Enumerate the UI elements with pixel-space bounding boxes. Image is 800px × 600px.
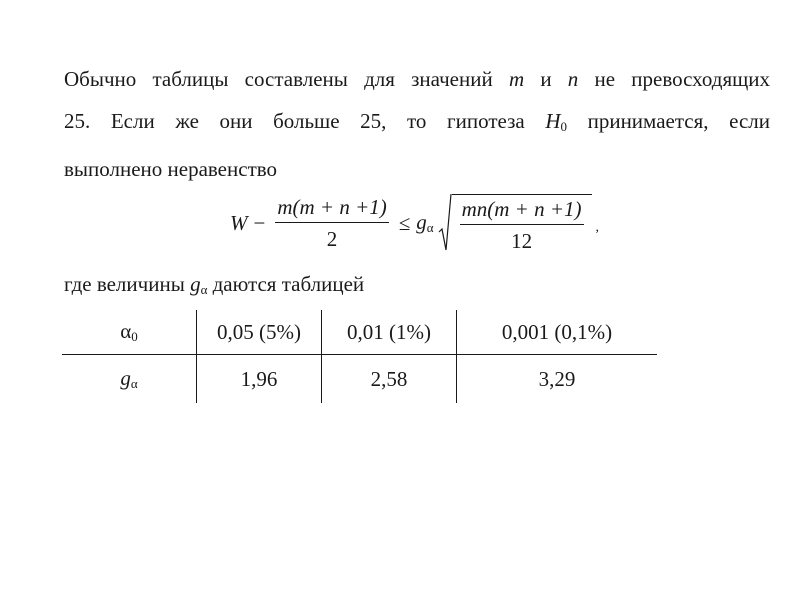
g-sub-inline: α xyxy=(200,282,208,297)
intro-text-end: не превосходящих xyxy=(594,67,771,91)
row-label-cell xyxy=(62,355,197,404)
square-root xyxy=(438,192,592,254)
value-cell: 2,58 xyxy=(322,355,457,404)
intro-paragraph xyxy=(64,58,770,190)
radicand xyxy=(452,194,592,254)
g-alpha xyxy=(416,210,433,236)
table-header-row xyxy=(62,310,657,355)
g-sub-table: α xyxy=(130,376,138,391)
fraction-1 xyxy=(275,195,388,252)
table-intro-text: где величины xyxy=(64,272,185,296)
critical-values-table xyxy=(62,310,657,403)
hyp-text-end: принимается, если xyxy=(587,109,770,133)
alpha-letter: α xyxy=(120,319,132,343)
hyp-sub: 0 xyxy=(560,119,567,134)
table-intro-text-end: даются таблицей xyxy=(212,272,365,296)
fraction-1-numerator: m(m + n +1) xyxy=(275,195,388,223)
g-letter-table: g xyxy=(120,366,131,390)
intro-line-2 xyxy=(64,100,770,148)
minus-sign: − xyxy=(253,210,266,235)
formula-comma: , xyxy=(595,220,600,235)
var-n: n xyxy=(567,67,579,91)
inequality-formula xyxy=(230,188,599,258)
table-intro-paragraph xyxy=(64,268,364,306)
g-letter: g xyxy=(416,210,427,234)
var-w: W xyxy=(230,210,248,235)
intro-text: Обычно таблицы составлены для значений xyxy=(64,67,493,91)
g-sub: α xyxy=(426,220,434,235)
hyp-letter: H xyxy=(545,109,561,133)
header-cell: 0,01 (1%) xyxy=(322,310,457,355)
header-cell: 0,05 (5%) xyxy=(197,310,322,355)
header-cell: 0,001 (0,1%) xyxy=(457,310,658,355)
conj-and: и xyxy=(540,67,552,91)
intro-line-1 xyxy=(64,58,770,100)
value-cell: 3,29 xyxy=(538,366,576,391)
radical-sign-icon xyxy=(438,192,452,254)
g-letter-inline: g xyxy=(190,272,201,296)
hyp-text: 25. Если же они больше 25, то гипотеза xyxy=(64,109,525,133)
table-row xyxy=(62,355,657,404)
fraction-1-denominator: 2 xyxy=(326,226,338,251)
header-alpha-cell xyxy=(62,310,197,355)
leq-sign: ≤ xyxy=(398,210,411,235)
fraction-2-numerator: mn(m + n +1) xyxy=(460,197,584,225)
alpha-sub: 0 xyxy=(131,329,138,344)
g-alpha-inline xyxy=(190,272,207,296)
fraction-2 xyxy=(460,197,584,254)
value-cell: 1,96 xyxy=(197,355,322,404)
intro-line-3: выполнено неравенство xyxy=(64,157,278,181)
fraction-2-denominator: 12 xyxy=(511,229,533,253)
hypothesis-symbol xyxy=(545,109,567,133)
var-m: m xyxy=(508,67,525,91)
